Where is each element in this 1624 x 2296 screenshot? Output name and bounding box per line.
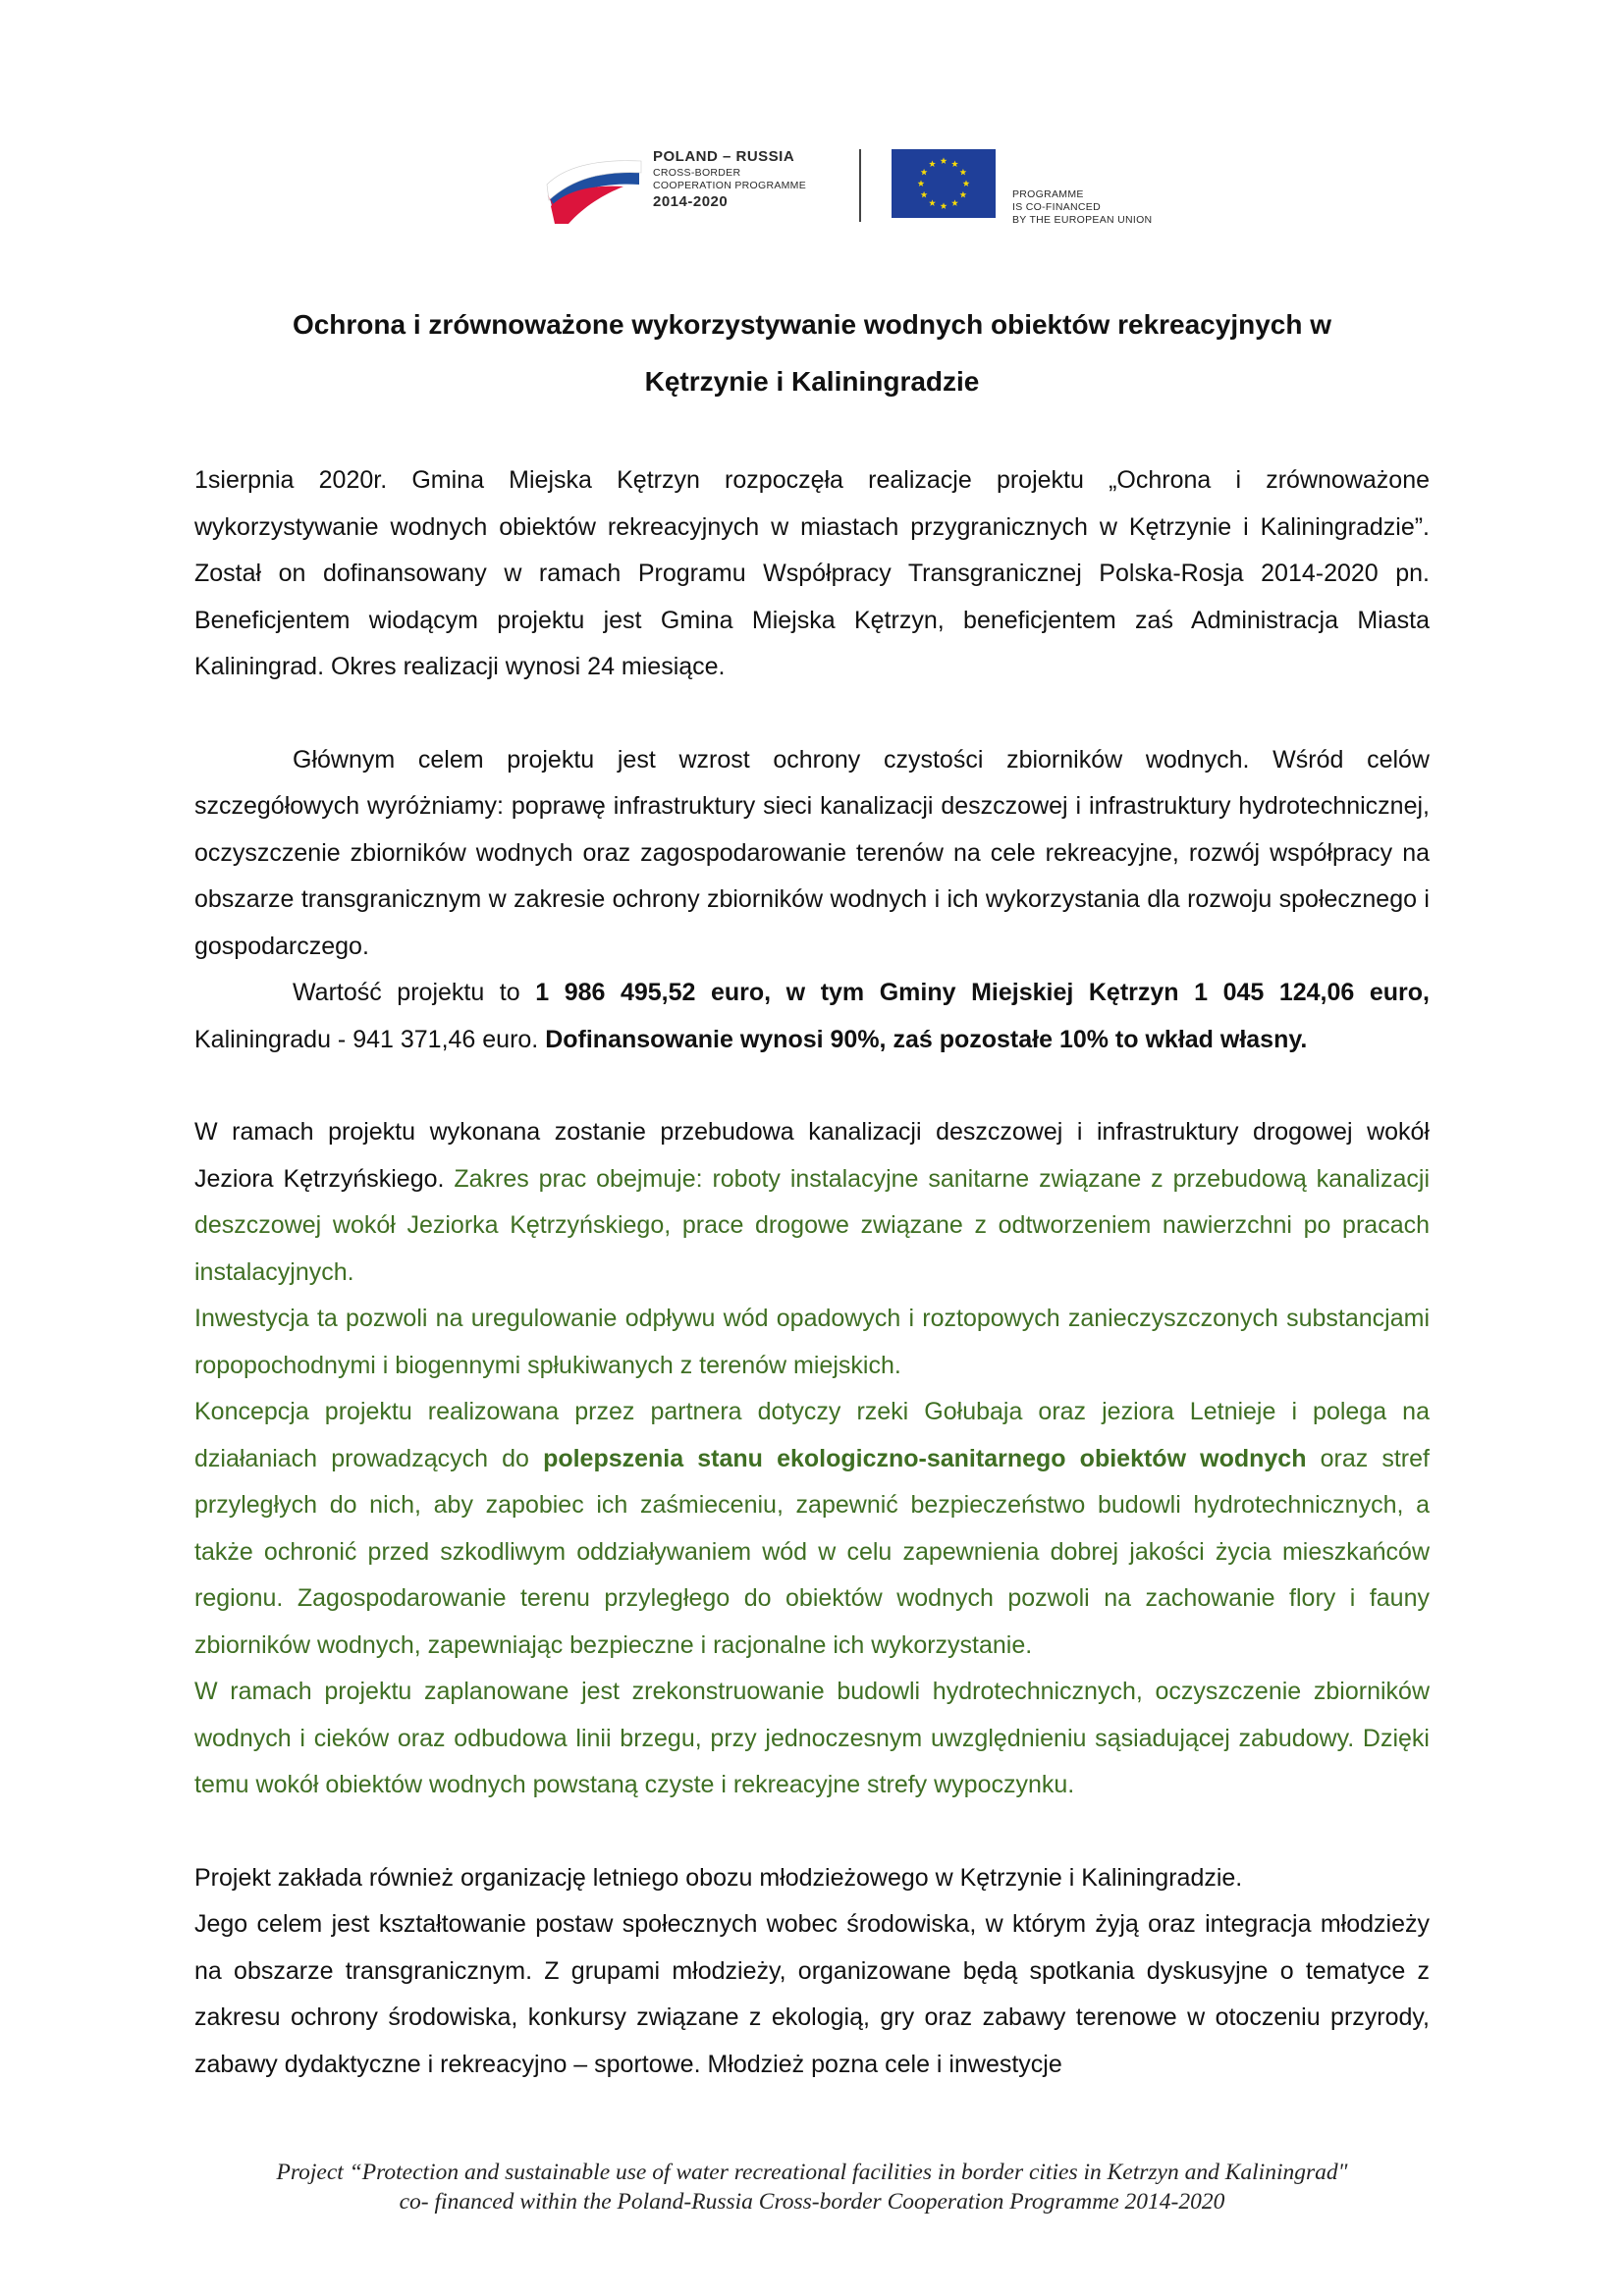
eu-line-3: BY THE EUROPEAN UNION (1012, 214, 1153, 226)
value-amounts: 1 986 495,52 euro, w tym Gminy Miejskiej Kętrzyn 1 045 124,06 euro, (535, 979, 1430, 1006)
scope-text-b: Zakres prac obejmuje: roboty instalacyjne sanitarne związane z przebudową kanalizacji deszczowej wokół Jeziorka Kętrzyńskiego, prace drogowe związane z odtworzeniem nawierzchni po pracach instalacyjnych. (194, 1164, 1430, 1286)
programme-line-1: CROSS-BORDER (653, 167, 741, 179)
eu-cofinance-text (1012, 188, 1152, 227)
programme-years: 2014-2020 (653, 193, 729, 210)
eu-flag-icon (892, 149, 996, 218)
programme-logo-text (653, 147, 806, 212)
logo-bar (545, 147, 1173, 224)
title-line-2: Kętrzynie i Kaliningradzie (644, 366, 980, 397)
paragraph-youth-camp: Projekt zakłada również organizację letniego obozu młodzieżowego w Kętrzynie i Kaliningradzie. (194, 1863, 1243, 1892)
paragraph-scope (194, 1109, 1430, 1296)
document-title (177, 296, 1447, 410)
concept-highlight: polepszenia stanu ekologiczno-sanitarnego obiektów wodnych (543, 1444, 1307, 1472)
cofinancing-note: Dofinansowanie wynosi 90%, zaś pozostałe 10% to wkład własny. (545, 1025, 1308, 1053)
paragraph-intro: 1sierpnia 2020r. Gmina Miejska Kętrzyn rozpoczęła realizacje projektu „Ochrona i zrównoważone wykorzystywanie wodnych obiektów rekreacyjnych w miastach przygranicznych w Kętrzynie i Kaliningradzie”. Został on dofinansowany w ramach Programu Współpracy Transgranicznej Polska-Rosja 2014-2020 pn. Beneficjentem wiodącym projektu jest Gmina Miejska Kętrzyn, beneficjentem zaś Administracja Miasta Kaliningrad. Okres realizacji wynosi 24 miesiące. (194, 466, 1430, 680)
footer-line-2: co- financed within the Poland-Russia Cross-border Cooperation Programme 2014-2020 (399, 2189, 1225, 2215)
eu-line-1: PROGRAMME (1012, 188, 1084, 200)
programme-title: POLAND – RUSSIA (653, 148, 795, 165)
paragraph-goals: Głównym celem projektu jest wzrost ochrony czystości zbiorników wodnych. Wśród celów szczegółowych wyróżniamy: poprawę infrastruktury sieci kanalizacji deszczowej i infrastruktury hydrotechnicznej, oczyszczenie zbiorników wodnych oraz zagospodarowanie terenów na cele rekreacyjne, rozwój współpracy na obszarze transgranicznym w zakresie ochrony zbiorników wodnych i ich wykorzystania dla rozwoju społecznego i gospodarczego. (194, 745, 1430, 960)
paragraph-investment: Inwestycja ta pozwoli na uregulowanie odpływu wód opadowych i roztopowych zanieczyszczonych substancjami ropopochodnymi i biogennymi spłukiwanych z terenów miejskich. (194, 1305, 1430, 1379)
value-text-a: Wartość projektu to (293, 979, 536, 1006)
footer-line-1: Project “Protection and sustainable use of water recreational facilities in border cities in Ketrzyn and Kaliningrad" (276, 2160, 1348, 2185)
poland-russia-flag-logo (545, 155, 643, 226)
concept-text-a: Koncepcja projektu realizowana przez partnera dotyczy rzeki Gołubaja oraz jeziora Letnieje i polega na działaniach prowadzących do (194, 1398, 1430, 1472)
paragraph-partner-concept (194, 1389, 1430, 1669)
value-text-c: Kaliningradu - 941 371,46 euro. (194, 1025, 546, 1053)
scope-text-a: W ramach projektu wykonana zostanie przebudowa kanalizacji deszczowej i infrastruktury drogowej wokół Jeziora Kętrzyńskiego. (194, 1118, 1430, 1193)
logo-divider (859, 149, 861, 222)
page-footer (147, 2158, 1477, 2216)
paragraph-youth-goals: Jego celem jest kształtowanie postaw społecznych wobec środowiska, w którym żyją oraz integracja młodzieży na obszarze transgranicznym. Z grupami młodzieży, organizowane będą spotkania dyskusyjne o tematyce z zakresu ochrony środowiska, konkursy związane z ekologią, gry oraz zabawy terenowe w otoczeniu przyrody, zabawy dydaktyczne i rekreacyjno – sportowe. Młodzież pozna cele i inwestycje (194, 1910, 1430, 2078)
paragraph-reconstruction: W ramach projektu zaplanowane jest zrekonstruowanie budowli hydrotechnicznych, oczyszczenie zbiorników wodnych i cieków oraz odbudowa linii brzegu, przy jednoczesnym uwzględnieniu sąsiadującej zabudowy. Dzięki temu wokół obiektów wodnych powstaną czyste i rekreacyjne strefy wypoczynku. (194, 1678, 1430, 1798)
concept-text-c: oraz stref przyległych do nich, aby zapobiec ich zaśmieceniu, zapewnić bezpieczeństwo budowli hydrotechnicznych, a także ochronić przed szkodliwym oddziaływaniem wód w celu zapewnienia dobrej jakości życia mieszkańców regionu. Zagospodarowanie terenu przyległego do obiektów wodnych pozwoli na zachowanie flory i fauny zbiorników wodnych, zapewniając bezpieczne i racjonalne ich wykorzystanie. (194, 1444, 1430, 1659)
programme-line-2: COOPERATION PROGRAMME (653, 180, 807, 191)
article-body (194, 457, 1430, 2088)
eu-line-2: IS CO-FINANCED (1012, 201, 1101, 213)
paragraph-value (194, 970, 1430, 1063)
title-line-1: Ochrona i zrównoważone wykorzystywanie wodnych obiektów rekreacyjnych w (292, 309, 1332, 340)
